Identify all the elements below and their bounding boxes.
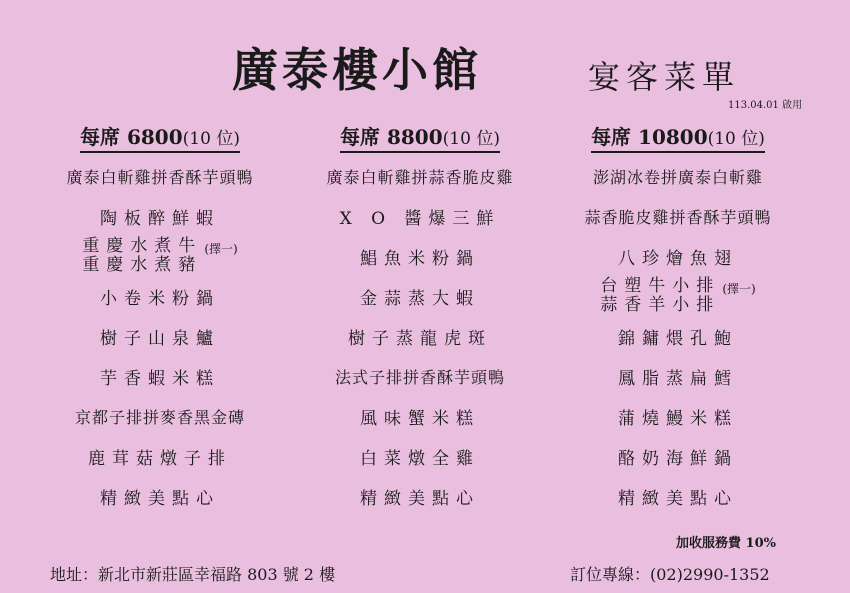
dish-item: 陶板醉鮮蝦 — [100, 208, 220, 229]
dish-item: X O 醬爆三鮮 — [339, 208, 501, 229]
menu-subtitle: 宴客菜單 — [588, 58, 741, 96]
dish-item: 鯧魚米粉鍋 — [360, 248, 480, 269]
menu-column-10800 — [548, 122, 808, 516]
dish-item: 廣泰白斬雞拼香酥芋頭鴨 — [66, 167, 254, 187]
dish-item: 鳳脂蒸扁鱈 — [618, 368, 738, 389]
service-charge-note: 加收服務費 10% — [676, 536, 776, 551]
restaurant-name: 廣泰樓小館 — [232, 43, 482, 97]
dish-item: 小卷米粉鍋 — [100, 288, 220, 309]
reservation-phone: 訂位專線：(02)2990-1352 — [570, 565, 770, 584]
restaurant-address: 地址：新北市新莊區幸福路 803 號 2 樓 — [50, 565, 336, 584]
dish-item: 白菜燉全雞 — [360, 448, 480, 469]
dish-item: 八珍燴魚翅 — [618, 248, 738, 269]
dish-item: 風味蟹米糕 — [360, 408, 480, 429]
dish-item: 京都子排拼麥香黑金磚 — [74, 407, 245, 427]
effective-date: 113.04.01 啟用 — [728, 100, 803, 111]
dish-item: 廣泰白斬雞拼蒜香脆皮雞 — [326, 167, 514, 187]
dish-item: 精緻美點心 — [618, 488, 738, 509]
dish-item: 酪奶海鮮鍋 — [618, 448, 738, 469]
menu-column-6800 — [30, 122, 290, 516]
dish-item: 蒜香脆皮雞拼香酥芋頭鴨 — [584, 207, 772, 227]
dish-option: 台塑牛小排 — [600, 276, 721, 296]
menu-heading — [548, 122, 808, 152]
dish-item: 芋香蝦米糕 — [100, 368, 220, 389]
dish-item: 精緻美點心 — [360, 488, 480, 509]
dish-item: 精緻美點心 — [100, 488, 220, 509]
menu-heading — [290, 122, 550, 152]
dish-item: 蒲燒鰻米糕 — [618, 408, 738, 429]
dish-option: 蒜香羊小排 — [600, 295, 721, 315]
dish-option: 重慶水煮豬 — [82, 255, 203, 275]
menu-heading — [30, 122, 290, 152]
menu-price: 每席 6800 — [80, 125, 183, 149]
dish-option: 重慶水煮牛 — [82, 236, 203, 256]
dish-item: 金蒜蒸大蝦 — [360, 288, 480, 309]
choose-one-tag: (擇一) — [722, 282, 756, 296]
dish-item: 錦鏞煨孔鮑 — [618, 328, 738, 349]
dish-choice — [548, 276, 808, 316]
menu-price: 每席 8800 — [340, 125, 443, 149]
menu-seats: (10 位) — [442, 129, 500, 149]
menu-price: 每席 10800 — [591, 125, 708, 149]
menu-seats: (10 位) — [707, 129, 765, 149]
menu-seats: (10 位) — [182, 129, 240, 149]
menu-column-8800 — [290, 122, 550, 516]
choose-one-tag: (擇一) — [204, 242, 238, 256]
dish-item: 鹿茸菇燉子排 — [88, 448, 232, 469]
dish-choice — [30, 236, 290, 276]
dish-item: 樹子山泉鱸 — [100, 328, 220, 349]
dish-item: 澎湖冰卷拼廣泰白斬雞 — [592, 167, 763, 187]
dish-item: 樹子蒸龍虎斑 — [348, 328, 492, 349]
dish-item: 法式子排拼香酥芋頭鴨 — [334, 367, 505, 387]
